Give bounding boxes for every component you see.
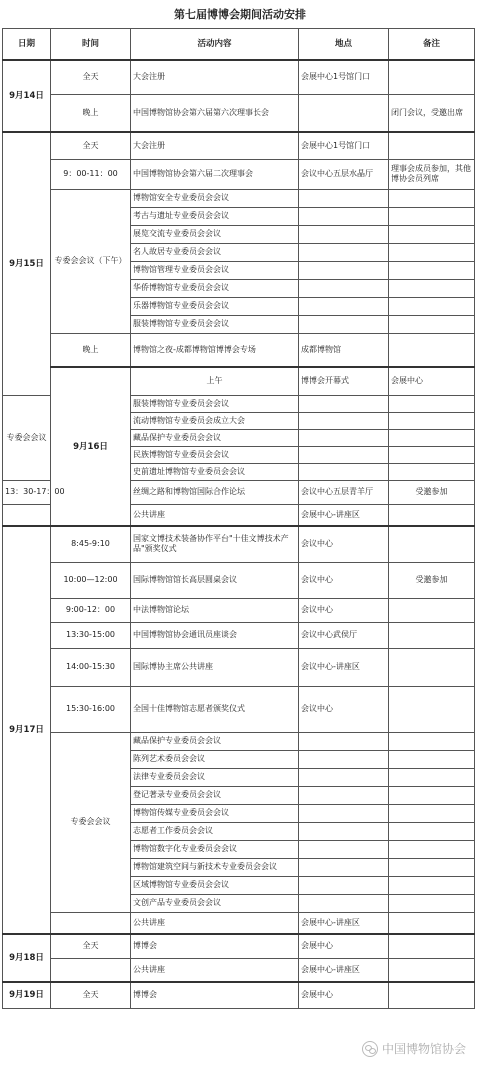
place-cell: [299, 822, 389, 840]
event-cell: 流动博物馆专业委员会成立大会: [131, 412, 299, 429]
place-cell: [299, 225, 389, 243]
place-cell: 会议中心: [299, 686, 389, 732]
note-cell: [389, 504, 475, 526]
place-cell: [299, 463, 389, 480]
event-cell: 考古与遗址专业委员会会议: [131, 207, 299, 225]
event-cell: 公共讲座: [131, 912, 299, 934]
table-row: [3, 686, 475, 732]
event-cell: 志愿者工作委员会会议: [131, 822, 299, 840]
place-cell: 会议中心五层青羊厅: [299, 480, 389, 504]
time-cell: 晚上: [51, 94, 131, 132]
time-cell: 15:30-16:00: [51, 686, 131, 732]
place-cell: [299, 786, 389, 804]
place-cell: [299, 732, 389, 750]
time-cell: [51, 912, 131, 934]
event-cell: 国际博物馆馆长高层圆桌会议: [131, 562, 299, 598]
header-date: 日期: [3, 29, 51, 61]
note-cell: [389, 207, 475, 225]
note-cell: [389, 261, 475, 279]
table-row: [3, 622, 475, 648]
event-cell: 史前遗址博物馆专业委员会会议: [131, 463, 299, 480]
watermark-text: 中国博物馆协会: [381, 1042, 466, 1056]
event-cell: 全国十佳博物馆志愿者颁奖仪式: [131, 686, 299, 732]
time-cell: 专委会会议（下午）: [51, 189, 131, 333]
event-cell: 展览交流专业委员会会议: [131, 225, 299, 243]
event-cell: 中国博物馆协会第六届第六次理事长会: [131, 94, 299, 132]
place-cell: [299, 858, 389, 876]
event-cell: 大会注册: [131, 132, 299, 159]
place-cell: [299, 768, 389, 786]
time-cell: 专委会会议: [51, 732, 131, 912]
place-cell: 会展中心1号馆门口: [299, 60, 389, 94]
place-cell: [299, 412, 389, 429]
place-cell: 会展中心1号馆门口: [299, 132, 389, 159]
place-cell: [299, 94, 389, 132]
note-cell: [389, 189, 475, 207]
table-row: [3, 333, 475, 367]
note-cell: [389, 958, 475, 982]
place-cell: [299, 804, 389, 822]
note-cell: [389, 395, 475, 412]
table-row: [3, 159, 475, 189]
place-cell: 会展中心-讲座区: [299, 912, 389, 934]
time-cell: 上午: [131, 367, 299, 395]
place-cell: [299, 894, 389, 912]
time-cell: 全天: [51, 934, 131, 958]
place-cell: [299, 243, 389, 261]
time-cell: 10:00—12:00: [51, 562, 131, 598]
note-cell: [389, 786, 475, 804]
place-cell: [299, 279, 389, 297]
note-cell: [389, 686, 475, 732]
note-cell: [389, 526, 475, 562]
note-cell: [389, 622, 475, 648]
note-cell: 受邀参加: [389, 562, 475, 598]
event-cell: 服装博物馆专业委员会会议: [131, 315, 299, 333]
table-row: [3, 934, 475, 958]
place-cell: 会议中心: [299, 526, 389, 562]
event-cell: 藏品保护专业委员会会议: [131, 732, 299, 750]
event-cell: 博物馆传媒专业委员会会议: [131, 804, 299, 822]
date-cell: 9月14日: [3, 60, 51, 132]
time-cell: 全天: [51, 60, 131, 94]
event-cell: 服装博物馆专业委员会会议: [131, 395, 299, 412]
schedule-table: [2, 28, 475, 1009]
time-cell: 专委会会议: [3, 395, 51, 480]
note-cell: [389, 333, 475, 367]
table-row: [3, 132, 475, 159]
event-cell: 公共讲座: [131, 958, 299, 982]
note-cell: [389, 822, 475, 840]
table-row: [3, 189, 475, 207]
note-cell: [389, 732, 475, 750]
place-cell: 会议中心: [299, 598, 389, 622]
note-cell: [389, 279, 475, 297]
note-cell: [389, 429, 475, 446]
note-cell: [389, 297, 475, 315]
time-cell: 13：30-17：00: [3, 480, 51, 504]
place-cell: 会展中心: [389, 367, 475, 395]
note-cell: [389, 804, 475, 822]
place-cell: 会议中心-讲座区: [299, 648, 389, 686]
place-cell: 会议中心: [299, 562, 389, 598]
note-cell: [389, 912, 475, 934]
header-row: [3, 29, 475, 61]
note-cell: [389, 768, 475, 786]
event-cell: 博博会: [131, 934, 299, 958]
place-cell: 会展中心-讲座区: [299, 504, 389, 526]
event-cell: 博博会: [131, 982, 299, 1008]
table-row: [3, 982, 475, 1008]
event-cell: 博物馆之夜-成都博物馆博博会专场: [131, 333, 299, 367]
event-cell: 华侨博物馆专业委员会会议: [131, 279, 299, 297]
time-cell: 全天: [51, 982, 131, 1008]
note-cell: 理事会成员参加，其他博协会员列席: [389, 159, 475, 189]
watermark: [362, 1040, 466, 1057]
event-cell: 博物馆建筑空间与新技术专业委员会会议: [131, 858, 299, 876]
event-cell: 公共讲座: [131, 504, 299, 526]
place-cell: [299, 750, 389, 768]
event-cell: 中法博物馆论坛: [131, 598, 299, 622]
table-row: [3, 958, 475, 982]
table-row: [3, 912, 475, 934]
place-cell: [299, 261, 389, 279]
event-cell: 中国博物馆协会第六届二次理事会: [131, 159, 299, 189]
event-cell: 博物馆数字化专业委员会会议: [131, 840, 299, 858]
note-cell: [389, 243, 475, 261]
note-cell: [389, 648, 475, 686]
event-cell: 民族博物馆专业委员会会议: [131, 446, 299, 463]
time-cell: 9:00-12：00: [51, 598, 131, 622]
note-cell: [389, 60, 475, 94]
place-cell: 会议中心武侯厅: [299, 622, 389, 648]
place-cell: [299, 207, 389, 225]
event-cell: 藏品保护专业委员会会议: [131, 429, 299, 446]
header-note: 备注: [389, 29, 475, 61]
note-cell: [389, 315, 475, 333]
time-cell: 全天: [51, 132, 131, 159]
event-cell: 国际博协主席公共讲座: [131, 648, 299, 686]
note-cell: [389, 463, 475, 480]
time-cell: 13:30-15:00: [51, 622, 131, 648]
event-cell: 中国博物馆协会通讯员座谈会: [131, 622, 299, 648]
place-cell: [299, 840, 389, 858]
table-row: [3, 367, 475, 395]
note-cell: [389, 876, 475, 894]
time-cell: 晚上: [51, 333, 131, 367]
place-cell: [299, 315, 389, 333]
note-cell: [389, 934, 475, 958]
place-cell: [299, 876, 389, 894]
date-cell: 9月19日: [3, 982, 51, 1008]
date-cell: 9月16日: [51, 367, 131, 526]
wechat-icon: [362, 1041, 378, 1057]
place-cell: 会展中心: [299, 982, 389, 1008]
time-cell: [51, 958, 131, 982]
event-cell: 博物馆管理专业委员会会议: [131, 261, 299, 279]
time-cell: 8:45-9:10: [51, 526, 131, 562]
table-row: [3, 648, 475, 686]
note-cell: [389, 982, 475, 1008]
date-cell: 9月17日: [3, 526, 51, 934]
note-cell: 闭门会议，受邀出席: [389, 94, 475, 132]
time-cell: 9：00-11：00: [51, 159, 131, 189]
event-cell: 文创产品专业委员会会议: [131, 894, 299, 912]
place-cell: 成都博物馆: [299, 333, 389, 367]
note-cell: [389, 750, 475, 768]
page-title: 第七届博博会期间活动安排: [174, 8, 306, 21]
note-cell: 受邀参加: [389, 480, 475, 504]
note-cell: [389, 894, 475, 912]
place-cell: 会议中心五层水晶厅: [299, 159, 389, 189]
header-place: 地点: [299, 29, 389, 61]
event-cell: 法律专业委员会会议: [131, 768, 299, 786]
date-cell: 9月15日: [3, 132, 51, 395]
note-cell: [389, 840, 475, 858]
place-cell: 会展中心-讲座区: [299, 958, 389, 982]
event-cell: 博博会开幕式: [299, 367, 389, 395]
event-cell: 国家文博技术装备协作平台"十佳文博技术产品"颁奖仪式: [131, 526, 299, 562]
note-cell: [389, 858, 475, 876]
table-row: [3, 562, 475, 598]
event-cell: 丝绸之路和博物馆国际合作论坛: [131, 480, 299, 504]
place-cell: [299, 429, 389, 446]
event-cell: 陈列艺术委员会会议: [131, 750, 299, 768]
note-cell: [389, 132, 475, 159]
note-cell: [389, 225, 475, 243]
header-time: 时间: [51, 29, 131, 61]
table-row: [3, 732, 475, 750]
note-cell: [389, 598, 475, 622]
place-cell: [299, 189, 389, 207]
event-cell: 区域博物馆专业委员会会议: [131, 876, 299, 894]
date-cell: 9月18日: [3, 934, 51, 982]
event-cell: 大会注册: [131, 60, 299, 94]
event-cell: 乐器博物馆专业委员会会议: [131, 297, 299, 315]
event-cell: 博物馆安全专业委员会会议: [131, 189, 299, 207]
table-row: [3, 598, 475, 622]
table-row: [3, 94, 475, 132]
time-cell: 14:00-15:30: [51, 648, 131, 686]
note-cell: [389, 412, 475, 429]
event-cell: 名人故居专业委员会会议: [131, 243, 299, 261]
place-cell: [299, 395, 389, 412]
place-cell: 会展中心: [299, 934, 389, 958]
table-row: [3, 60, 475, 94]
time-cell: [3, 504, 51, 526]
place-cell: [299, 297, 389, 315]
note-cell: [389, 446, 475, 463]
place-cell: [299, 446, 389, 463]
table-row: [3, 526, 475, 562]
event-cell: 登记著录专业委员会会议: [131, 786, 299, 804]
header-event: 活动内容: [131, 29, 299, 61]
